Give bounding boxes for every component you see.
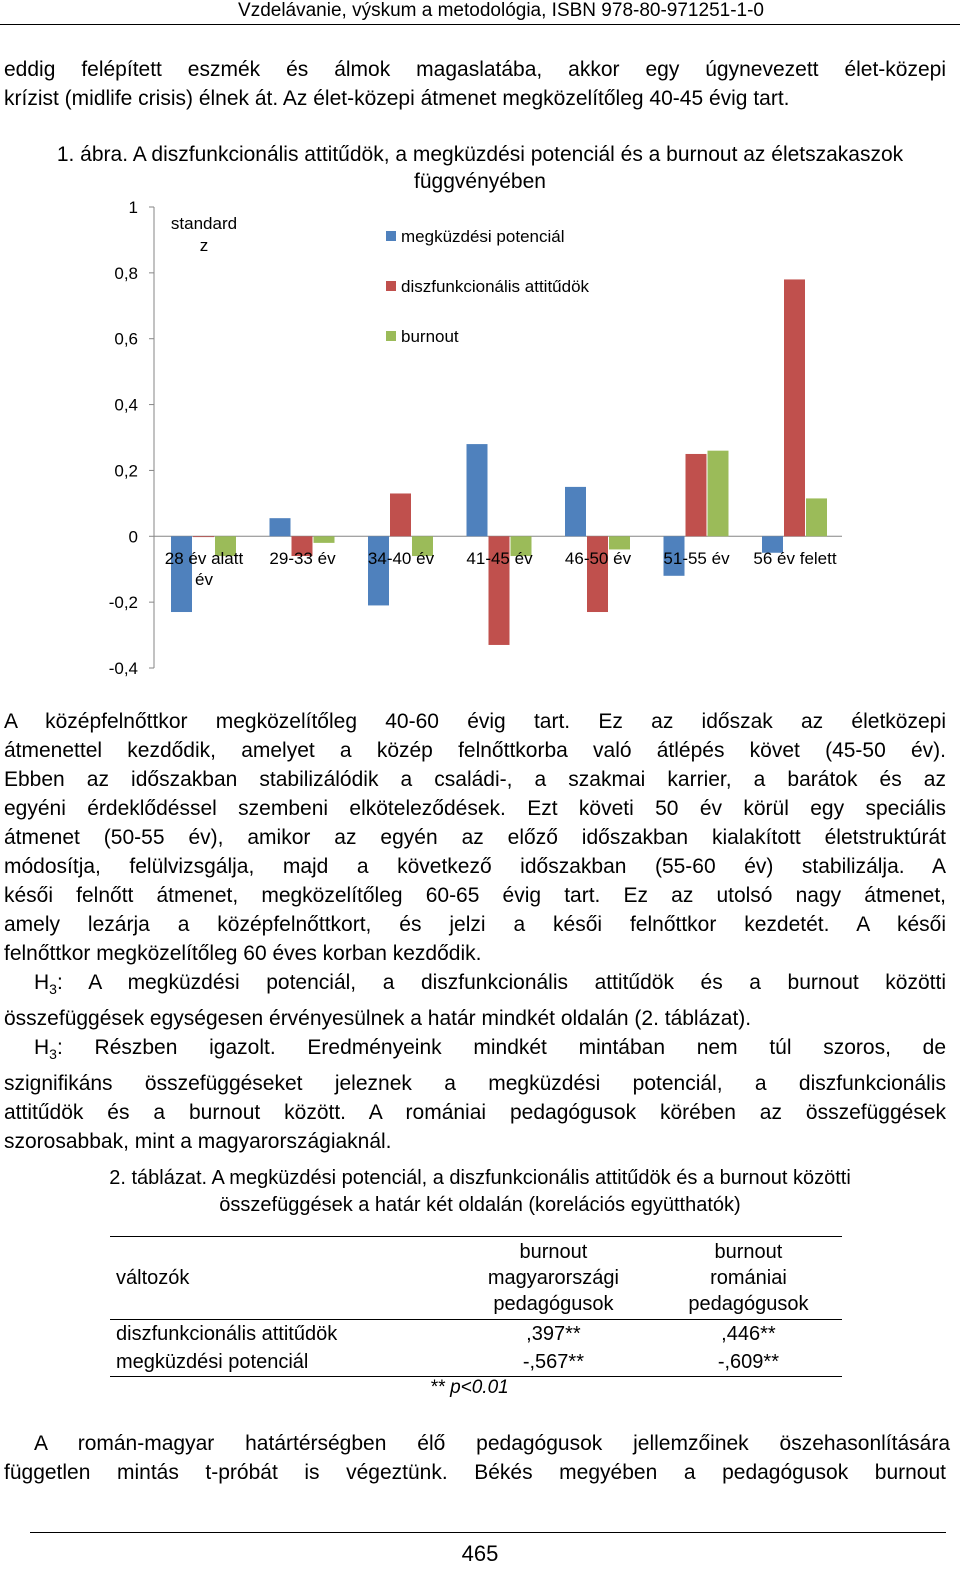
- closing-line-1: A román-magyar határtérségben élő pedagógusok jellemzőinek öszehasonlítására: [34, 1432, 950, 1455]
- x-tick-label: 34-40 év: [367, 549, 435, 568]
- bar: [565, 487, 586, 536]
- y-tick-label: 0,2: [114, 461, 138, 481]
- bar: [314, 536, 335, 543]
- y-tick-label: 1: [128, 198, 138, 217]
- y-axis-label: standard: [170, 214, 238, 233]
- legend-swatch: [386, 281, 396, 291]
- row-value-ro: ,446**: [721, 1323, 776, 1345]
- y-tick-label: 0: [128, 527, 138, 547]
- running-header: [0, 0, 960, 25]
- bar: [686, 454, 707, 536]
- body-p1-line: A középfelnőttkor megközelítőleg 40-60 évig tart. Ez az időszak az életközepi: [4, 710, 946, 733]
- h3-subscript: 3: [49, 981, 57, 998]
- result-line: szorosabbak, mint a magyarországiaknál.: [4, 1130, 392, 1154]
- body-p1-line: amely lezárja a középfelnőttkort, és jelzi a késői felnőttkor kezdetét. A késői: [4, 913, 946, 936]
- legend-swatch: [386, 231, 396, 241]
- row-label: megküzdési potenciál: [116, 1351, 309, 1373]
- x-tick-label: 46-50 év: [564, 549, 632, 568]
- x-tick-label: 41-45 év: [466, 549, 533, 568]
- h3-statement: : A megküzdési potenciál, a diszfunkcionális attitűdök és a burnout közötti: [56, 971, 946, 994]
- bar: [193, 536, 214, 537]
- result-line: attitűdök és a burnout között. A romániai pedagógusok körében az összefüggések: [4, 1101, 946, 1125]
- bar: [171, 536, 192, 612]
- y-tick-label: 0,6: [114, 329, 138, 349]
- header-line: pedagógusok: [688, 1293, 809, 1315]
- running-title: Vzdelávanie, výskum a metodológia, ISBN 978-80-971251-1-0: [238, 0, 764, 21]
- bar: [708, 451, 729, 537]
- table-row: [110, 1348, 842, 1377]
- body-p1-line: Ebben az időszakban stabilizálódik a családi-, a szakmai karrier, a barátok és az: [4, 768, 946, 791]
- result-line: [4, 1033, 946, 1069]
- legend-label: burnout: [401, 327, 459, 346]
- body-p1-line: felnőttkor megközelítőleg 60 éves korban kezdődik.: [4, 942, 482, 965]
- header-line: burnout: [714, 1241, 783, 1263]
- x-tick-label: 28 év alatt: [164, 549, 244, 568]
- hypothesis-line: [4, 968, 946, 1004]
- h3-label: H: [34, 1036, 50, 1060]
- intro-line-1: eddig felépített eszmék és álmok magaslatába, akkor egy úgynevezett élet-közepi: [4, 58, 946, 81]
- body-p1-line: átmenet (50-55 év), amikor az egyén az előző időszakban kialakított életstruktúrát: [4, 826, 946, 849]
- header-line: burnout: [519, 1241, 588, 1263]
- x-tick-label: 56 év felett: [753, 549, 837, 568]
- table-header-row: [110, 1237, 842, 1320]
- header-line: pedagógusok: [493, 1293, 614, 1315]
- bar: [467, 444, 488, 536]
- y-axis-label: z: [199, 236, 209, 255]
- body-paragraph-1: [4, 707, 946, 1156]
- body-p1-line: átmenettel kezdődik, amelyet a közép felnőttkorba való átlépés követ (45-50 év).: [4, 739, 946, 762]
- legend-label: diszfunkcionális attitűdök: [401, 277, 590, 296]
- body-p1-line: késői felnőtt átmenet, megközelítőleg 60-65 évig tart. Ez az utolsó nagy átmenet,: [4, 884, 946, 907]
- header-hungarian: [452, 1237, 655, 1320]
- closing-line-2: független mintás t-próbát is végeztünk. Békés megyében a pedagógusok burnout: [4, 1461, 946, 1484]
- result-line: szignifikáns összefüggéseket jeleznek a megküzdési potenciál, a diszfunkcionális: [4, 1072, 946, 1096]
- header-line: romániai: [710, 1267, 787, 1289]
- header-romanian: [655, 1237, 842, 1320]
- bar: [587, 536, 608, 612]
- x-tick-label: 51-55 év: [663, 549, 730, 568]
- row-label: diszfunkcionális attitűdök: [116, 1323, 338, 1345]
- legend-swatch: [386, 331, 396, 341]
- intro-line-2: krízist (midlife crisis) élnek át. Az élet-közepi átmenet megközelítőleg 40-45 évig tart.: [4, 87, 790, 110]
- row-value-ro: -,609**: [717, 1351, 779, 1373]
- x-tick-label: 29-33 év: [269, 549, 336, 568]
- h3-subscript: 3: [49, 1046, 57, 1063]
- bar: [368, 536, 389, 605]
- y-tick-label: 0,4: [114, 395, 138, 415]
- table-row: [110, 1320, 842, 1349]
- page-number: 465: [461, 1541, 499, 1566]
- y-tick-label: -0,4: [108, 659, 138, 678]
- h3-label: H: [34, 971, 50, 994]
- header-variables: változók: [116, 1267, 190, 1289]
- figure-caption-line-1: 1. ábra. A diszfunkcionális attitűdök, a megküzdési potenciál és a burnout az életszakaszok: [56, 143, 904, 166]
- y-tick-label: 0,8: [114, 263, 138, 283]
- bar-chart: [0, 190, 960, 690]
- bar: [390, 493, 411, 536]
- row-value-hu: -,567**: [522, 1351, 584, 1373]
- x-tick-label: év: [195, 570, 213, 589]
- table-caption-line-1: 2. táblázat. A megküzdési potenciál, a diszfunkcionális attitűdök és a burnout közötti: [109, 1167, 851, 1189]
- correlation-table: [110, 1236, 842, 1377]
- h3-result: : Részben igazolt. Eredményeink mindkét mintában nem túl szoros, de: [56, 1036, 946, 1060]
- bar: [609, 536, 630, 549]
- body-p1-line: módosítja, felülvizsgálja, majd a következő időszakban (55-60 év) stabilizálja. A: [4, 855, 946, 878]
- table-note: ** p<0.01: [430, 1377, 509, 1398]
- header-line: magyarországi: [487, 1267, 619, 1289]
- row-value-hu: ,397**: [526, 1323, 581, 1345]
- figure-caption-line-2: függvényében: [414, 170, 546, 193]
- legend-label: megküzdési potenciál: [401, 227, 565, 246]
- bar: [806, 498, 827, 536]
- hypothesis-line-2: összefüggések egységesen érvényesülnek a határ mindkét oldalán (2. táblázat).: [4, 1007, 752, 1031]
- bar: [784, 279, 805, 536]
- bar: [270, 518, 291, 536]
- body-p1-line: egyéni érdeklődéssel szembeni elköteleződések. Ezt követi 50 év körül egy speciális: [4, 797, 946, 820]
- y-tick-label: -0,2: [108, 593, 138, 613]
- footer-divider: [30, 1532, 946, 1533]
- table-caption-line-2: összefüggések a határ két oldalán (korelációs együtthatók): [219, 1194, 741, 1216]
